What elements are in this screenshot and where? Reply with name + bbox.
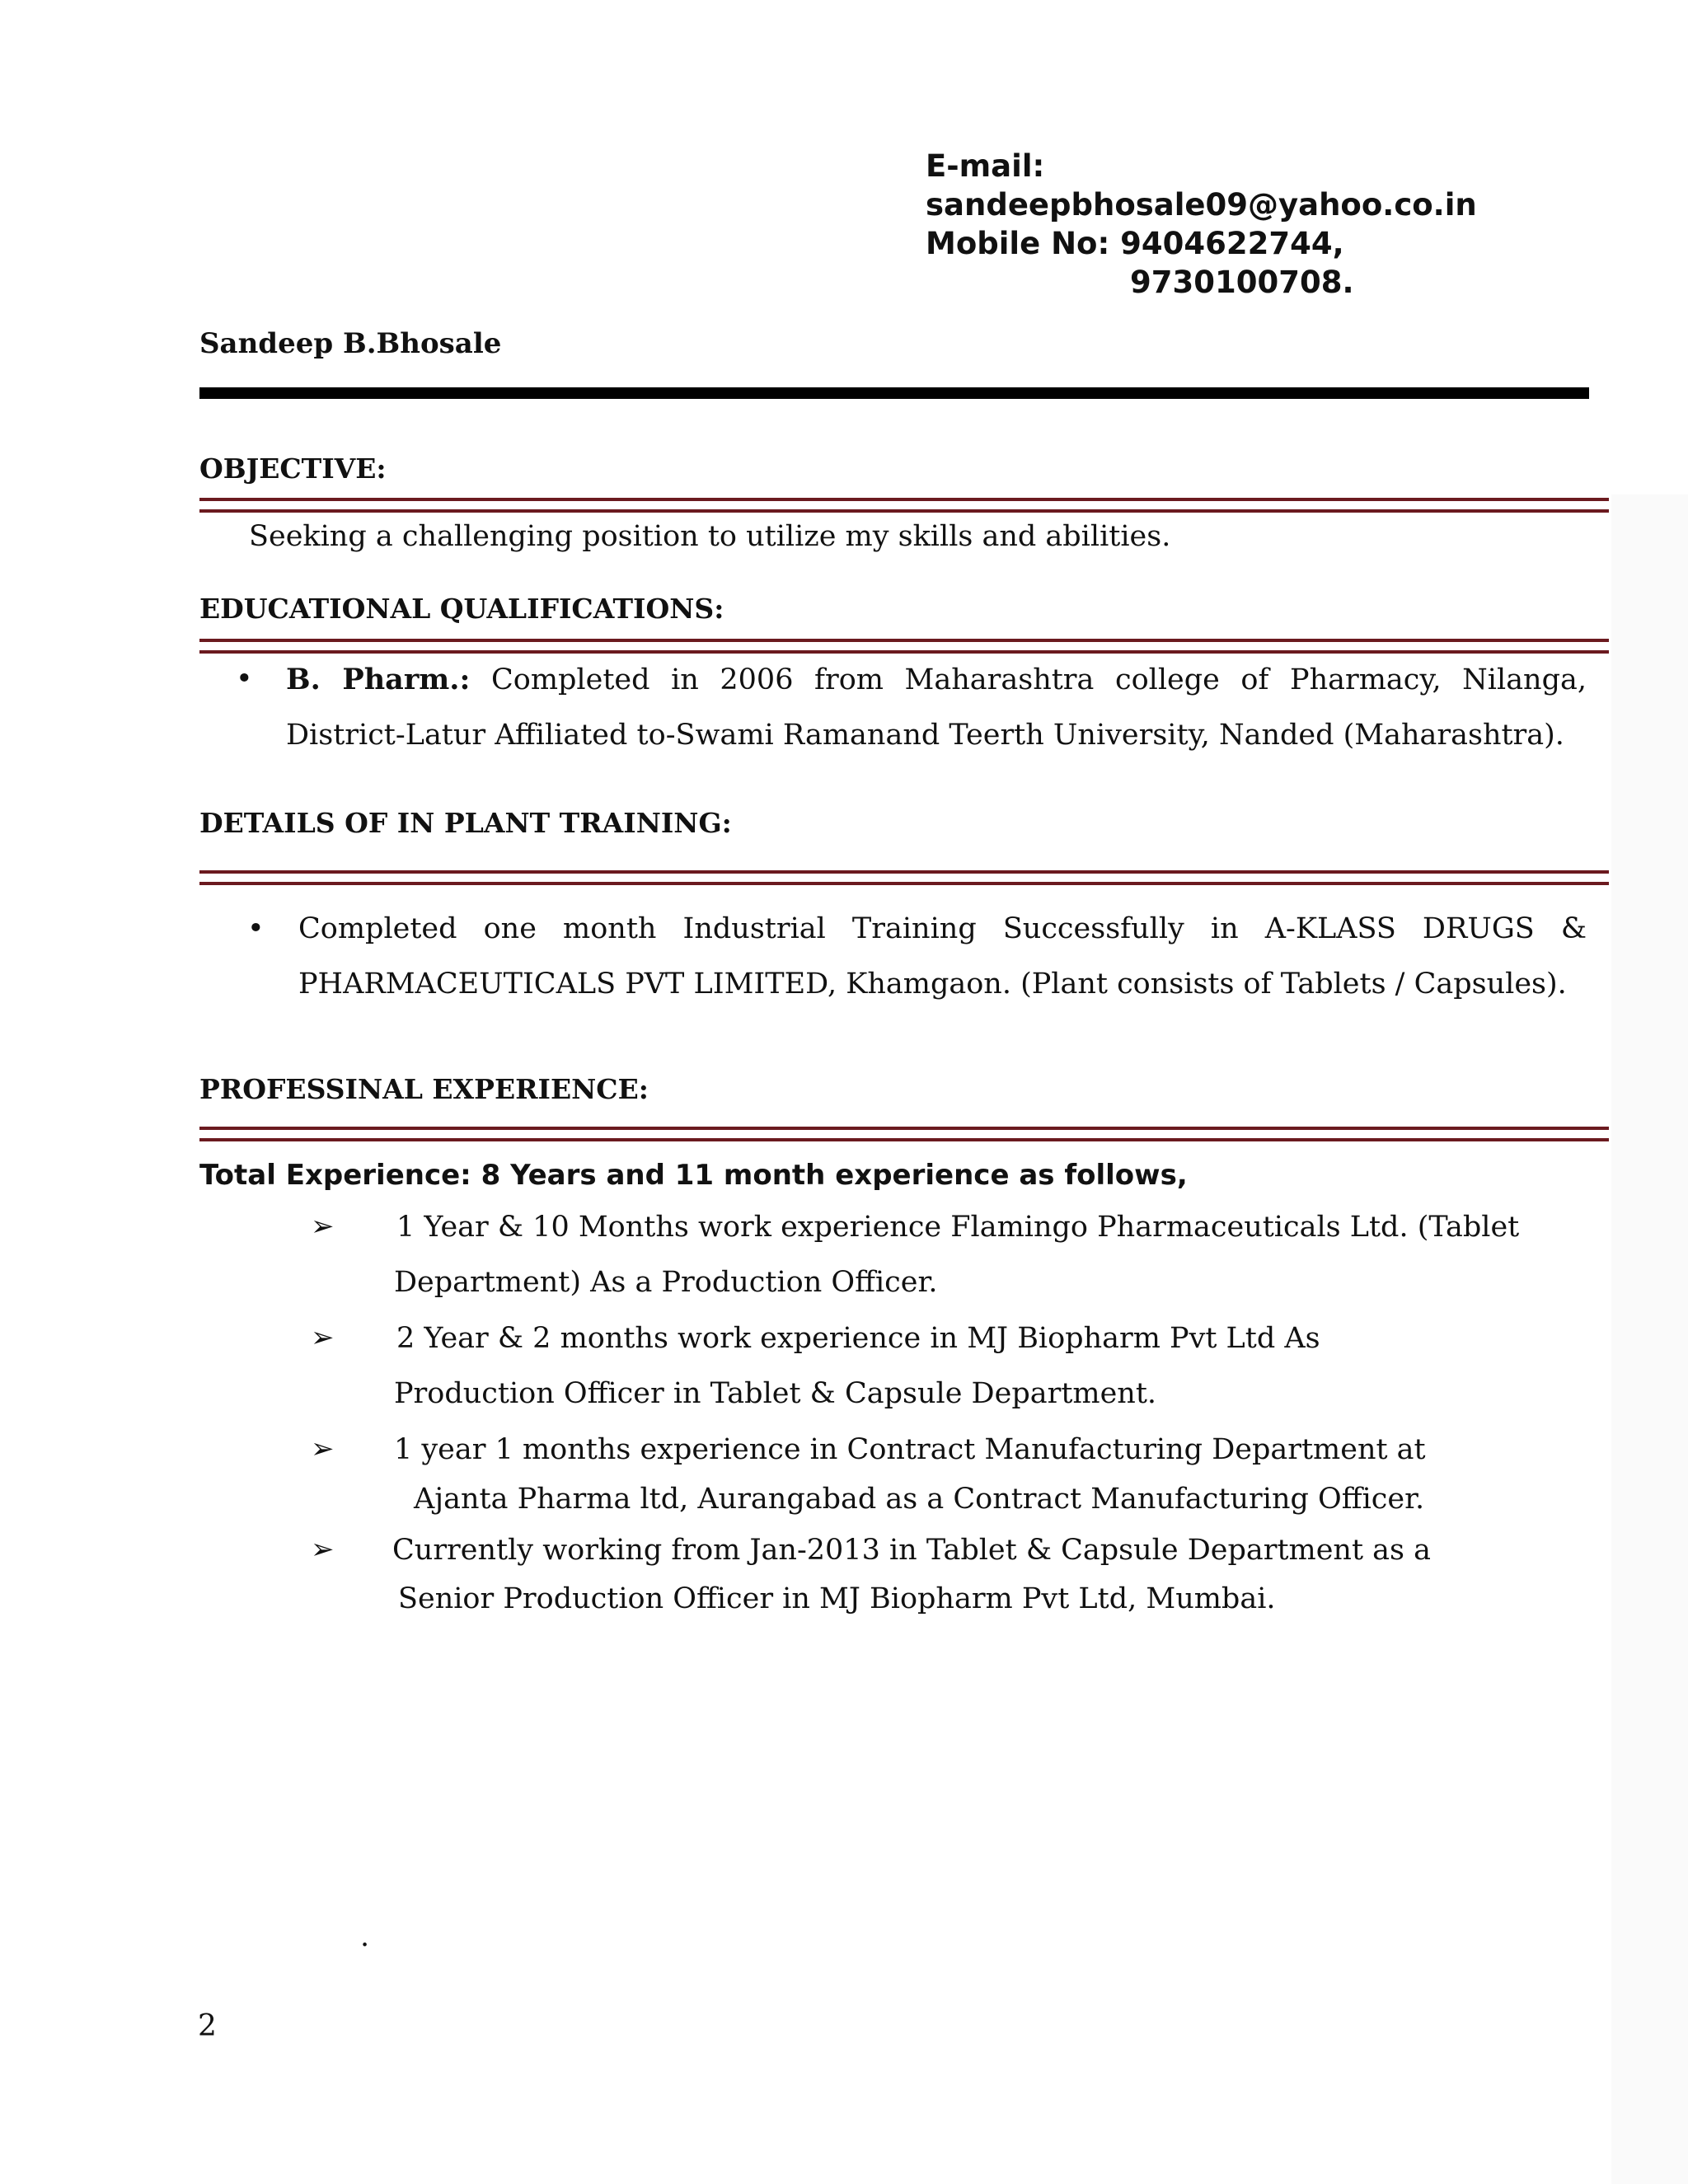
- training-rule: [199, 870, 1609, 885]
- training-item: Completed one month Industrial Training Successfully in A-KLASS DRUGS & PHARMACEUTICALS PVT LIMITED, Khamgaon. (Plant consists of Tablets / Capsules).: [298, 912, 1587, 1001]
- experience-heading: PROFESSINAL EXPERIENCE:: [199, 1073, 649, 1105]
- experience-item-3-line1: 1 year 1 months experience in Contract Manufacturing Department at: [394, 1433, 1426, 1466]
- arrow-bullet-icon: ➢: [311, 1210, 335, 1243]
- experience-item-1-line2: Department) As a Production Officer.: [394, 1266, 938, 1299]
- mobile-number-2: 9730100708.: [1130, 265, 1354, 300]
- experience-item-4-line1: Currently working from Jan-2013 in Tablet & Capsule Department as a: [392, 1534, 1431, 1567]
- experience-item-2-line2: Production Officer in Tablet & Capsule Department.: [394, 1377, 1157, 1410]
- experience-rule: [199, 1127, 1609, 1141]
- training-bullet: •: [247, 912, 265, 945]
- experience-item-4-line2: Senior Production Officer in MJ Biopharm Pvt Ltd, Mumbai.: [398, 1582, 1276, 1615]
- header-divider: [199, 387, 1589, 399]
- page-number: 2: [198, 2009, 217, 2043]
- education-heading: EDUCATIONAL QUALIFICATIONS:: [199, 593, 724, 625]
- stray-dot: .: [360, 1920, 370, 1953]
- education-item: [286, 652, 1587, 763]
- objective-text: Seeking a challenging position to utilize my skills and abilities.: [249, 520, 1171, 553]
- arrow-bullet-icon: ➢: [311, 1533, 335, 1566]
- candidate-name: Sandeep B.Bhosale: [199, 327, 502, 360]
- arrow-bullet-icon: ➢: [311, 1432, 335, 1465]
- contact-block: [926, 147, 1477, 302]
- degree-details: Completed in 2006 from Maharashtra college of Pharmacy, Nilanga, District-Latur Affiliated to-Swami Ramanand Teerth University, Nanded (Maharashtra).: [286, 663, 1587, 752]
- objective-heading: OBJECTIVE:: [199, 452, 387, 485]
- training-heading: DETAILS OF IN PLANT TRAINING:: [199, 807, 732, 839]
- education-bullet: •: [236, 663, 253, 696]
- mobile-number: Mobile No: 9404622744,: [926, 226, 1344, 261]
- objective-rule: [199, 498, 1609, 513]
- experience-item-1-line1: 1 Year & 10 Months work experience Flamingo Pharmaceuticals Ltd. (Tablet: [396, 1211, 1520, 1244]
- email-label: E-mail:: [926, 148, 1045, 184]
- experience-item-3-line2: Ajanta Pharma ltd, Aurangabad as a Contract Manufacturing Officer.: [414, 1483, 1425, 1516]
- degree-label: B. Pharm.:: [286, 663, 471, 696]
- arrow-bullet-icon: ➢: [311, 1321, 335, 1354]
- page-edge-shade: [1611, 494, 1688, 2184]
- total-experience: Total Experience: 8 Years and 11 month experience as follows,: [199, 1159, 1188, 1192]
- email-address: sandeepbhosale09@yahoo.co.in: [926, 187, 1477, 223]
- experience-item-2-line1: 2 Year & 2 months work experience in MJ Biopharm Pvt Ltd As: [396, 1322, 1320, 1355]
